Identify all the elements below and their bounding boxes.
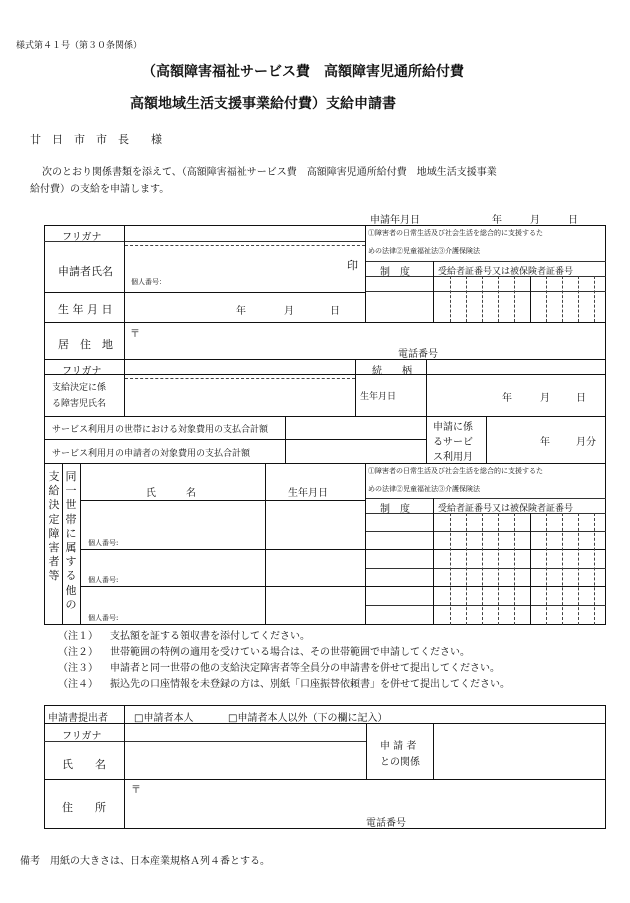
law-note-line2-lower: めの法律②児童福祉法③介護保険法 <box>368 485 480 493</box>
intro-line2: 給付費）の支給を申請します。 <box>30 184 170 195</box>
applicant-name-label: 申請者氏名 <box>58 265 113 278</box>
note-text: 支払額を証する領収書を添付してください。 <box>110 631 310 642</box>
note-label: （注４） <box>58 679 98 690</box>
system-header: 制 度 <box>380 267 410 278</box>
service-month-label-2: るサービ <box>433 437 473 448</box>
residence-label: 居 住 地 <box>58 338 113 351</box>
cert-header-lower: 受給者証番号又は被保険者証番号 <box>438 504 574 514</box>
submitter-label: 申請書提出者 <box>48 713 108 724</box>
application-date-label: 申請年月日 <box>370 215 420 226</box>
child-name-label-1: 支給決定に係 <box>52 383 107 393</box>
child-birth-year: 年 <box>502 393 512 404</box>
service-month-label-1: 申請に係 <box>433 422 473 433</box>
personal-number-row1: 個人番号: <box>88 539 119 547</box>
system-header-lower: 制 度 <box>380 504 410 515</box>
birth-day: 日 <box>330 306 340 317</box>
submitter-relation-label-1: 申 請 者 <box>380 741 417 752</box>
postal-mark: 〒 <box>130 329 140 340</box>
personal-number-row2: 個人番号: <box>88 576 119 584</box>
submitter-option-other[interactable]: □申請者本人以外（下の欄に記入） <box>228 713 388 724</box>
others-vertical-right: 同一世帯に属する他の <box>65 470 77 611</box>
others-birth-header: 生年月日 <box>288 488 328 499</box>
intro-line1: 次のとおり関係書類を添えて、（高額障害福祉サービス費 高額障害児通所給付費 地域生活支援事業 <box>42 167 497 178</box>
note-label: （注１） <box>58 631 98 642</box>
addressee: 廿 日 市 市 長 様 <box>30 133 162 146</box>
law-note-line1-lower: ①障害者の日常生活及び社会生活を総合的に支援するた <box>368 467 543 475</box>
child-birth-day: 日 <box>576 393 586 404</box>
cert-header: 受給者証番号又は被保険者証番号 <box>438 267 574 277</box>
note-label: （注２） <box>58 647 98 658</box>
birth-date-label: 生 年 月 日 <box>58 303 113 316</box>
submitter-relation-label-2: との関係 <box>380 757 420 768</box>
furigana-label: フリガナ <box>62 232 102 243</box>
submitter-name-label: 氏 名 <box>62 758 106 771</box>
application-date-month: 月 <box>530 215 540 226</box>
submitter-postal-mark: 〒 <box>131 785 141 796</box>
relation-label: 続 柄 <box>372 366 412 377</box>
others-vertical-left: 支給決定障害者等 <box>48 470 60 583</box>
law-note-line1: ①障害者の日常生活及び社会生活を総合的に支援するた <box>368 229 543 237</box>
service-month-of: 月分 <box>576 437 596 448</box>
child-name-label-2: る障害児氏名 <box>52 399 107 409</box>
form-number: 様式第４１号（第３０条関係） <box>16 41 143 51</box>
birth-year: 年 <box>236 306 246 317</box>
form-title-line2: 高額地域生活支援事業給付費）支給申請書 <box>130 96 396 112</box>
service-month-label-3: ス利用月 <box>433 452 473 463</box>
phone-label: 電話番号 <box>398 349 438 360</box>
application-date-day: 日 <box>568 215 578 226</box>
child-birth-label: 生年月日 <box>360 392 397 402</box>
personal-number-label: 個人番号： <box>131 278 166 286</box>
service-year: 年 <box>540 437 550 448</box>
application-date-year: 年 <box>492 215 502 226</box>
note-text: 申請者と同一世帯の他の支給決定障害者等全員分の申請書を併せて提出してください。 <box>110 663 500 674</box>
household-total-label: サービス利用月の世帯における対象費用の支払合計額 <box>52 425 269 435</box>
note-text: 振込先の口座情報を未登録の方は、別紙「口座振替依頼書」を併せて提出してください。 <box>110 679 510 690</box>
applicant-total-label: サービス利用月の申請者の対象費用の支払合計額 <box>52 449 251 459</box>
seal-mark: 印 <box>347 259 358 272</box>
law-note-line2: めの法律②児童福祉法③介護保険法 <box>368 247 480 255</box>
submitter-phone-label: 電話番号 <box>366 818 406 829</box>
furigana-label-2: フリガナ <box>62 366 102 377</box>
child-birth-month: 月 <box>540 393 550 404</box>
form-title-line1: （高額障害福祉サービス費 高額障害児通所給付費 <box>142 64 464 80</box>
submitter-address-label: 住 所 <box>62 801 106 814</box>
note-text: 世帯範囲の特例の適用を受けている場合は、その世帯範囲で申請してください。 <box>110 647 470 658</box>
birth-month: 月 <box>284 306 294 317</box>
others-name-header: 氏 名 <box>146 488 196 499</box>
submitter-option-self[interactable]: □申請者本人 <box>134 713 194 724</box>
note-label: （注３） <box>58 663 98 674</box>
remarks: 備考 用紙の大きさは、日本産業規格Ａ列４番とする。 <box>20 856 270 867</box>
personal-number-row3: 個人番号: <box>88 614 119 622</box>
submitter-furigana-label: フリガナ <box>62 731 102 742</box>
